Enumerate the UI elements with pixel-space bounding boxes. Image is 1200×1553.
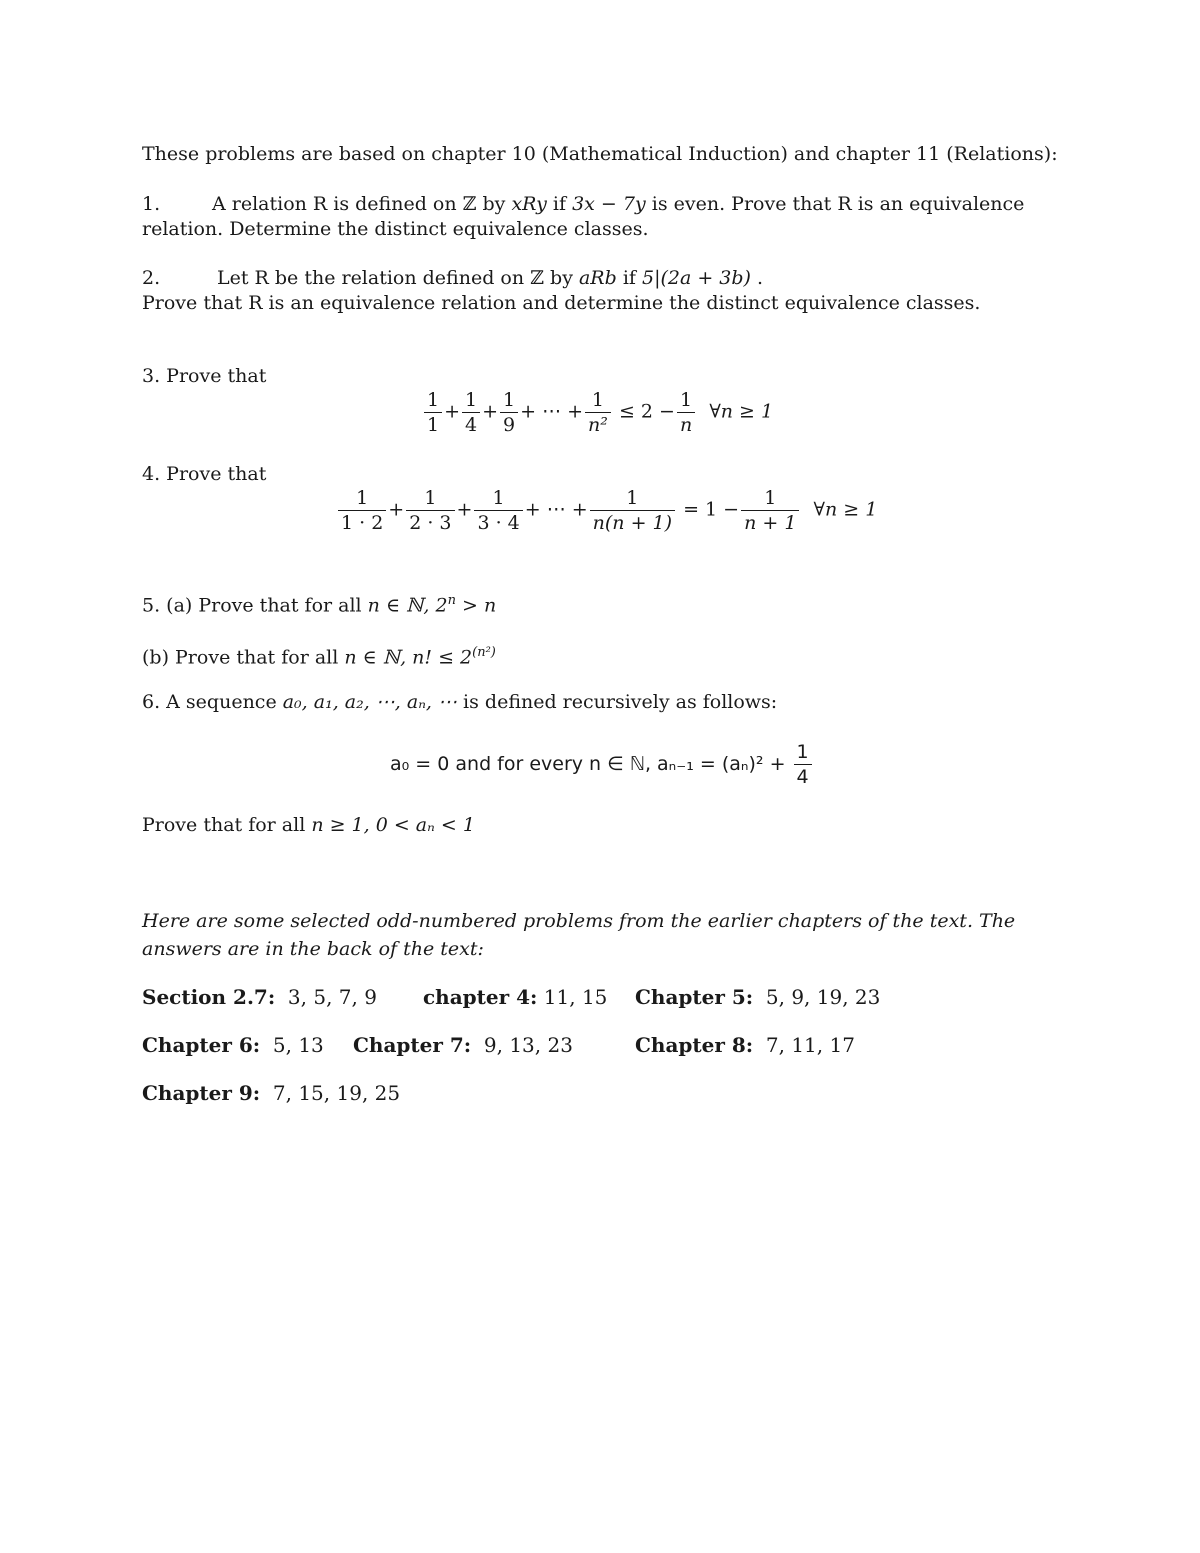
problem-5b-exponent: (n²) xyxy=(472,645,496,660)
problem-5b xyxy=(142,641,496,669)
numerator: 1 xyxy=(338,486,386,511)
problem-1-line-1 xyxy=(142,192,1024,216)
fraction xyxy=(462,388,480,437)
numerator: 1 xyxy=(585,388,611,413)
problem-1-number: 1. xyxy=(142,193,161,215)
fraction xyxy=(474,486,522,535)
problem-1-set-symbol: ℤ xyxy=(462,193,477,215)
section-title: Chapter 9: xyxy=(142,1081,261,1105)
problem-2-expression: 5|(2a + 3b) xyxy=(641,267,751,289)
fraction xyxy=(590,486,675,535)
section-values: 3, 5, 7, 9 xyxy=(287,985,377,1009)
section-entry xyxy=(142,985,377,1009)
fraction xyxy=(424,388,442,437)
fraction xyxy=(741,486,799,535)
problem-5b-math: n ∈ ℕ, n! ≤ 2 xyxy=(344,646,473,669)
numerator: 1 xyxy=(500,388,518,413)
recurrence: a₀ = 0 and for every n ∈ ℕ, aₙ₋₁ = (aₙ)² + xyxy=(390,753,786,775)
problem-5b-label: (b) Prove that for all xyxy=(142,646,345,669)
problem-6-equation xyxy=(390,740,814,789)
problem-1-expression: 3x − 7y xyxy=(572,193,646,215)
problem-6-prove-math: n ≥ 1, 0 < aₙ < 1 xyxy=(311,814,475,836)
section-values: 5, 13 xyxy=(272,1033,324,1057)
problem-2-set-symbol: ℤ xyxy=(530,267,544,289)
section-entry xyxy=(423,985,607,1009)
problem-1-text-c: if xyxy=(546,193,573,215)
numerator: 1 xyxy=(741,486,799,511)
section-title: Section 2.7: xyxy=(142,985,276,1009)
section-entry xyxy=(635,1033,855,1057)
problem-2-text-d: . xyxy=(750,267,764,289)
fraction xyxy=(585,388,611,437)
problem-5a-exponent: n xyxy=(447,593,456,608)
fraction xyxy=(406,486,454,535)
problem-5a-label: 5. (a) Prove that for all xyxy=(142,594,368,617)
problem-2-line-1 xyxy=(142,266,763,290)
denominator: n xyxy=(679,414,693,436)
problem-2-text-b: by xyxy=(544,267,579,289)
section-title: Chapter 5: xyxy=(635,985,754,1009)
numerator: 1 xyxy=(406,486,454,511)
relation-symbol: ≤ 2 − xyxy=(618,400,675,423)
denominator: n² xyxy=(588,414,608,436)
denominator: 4 xyxy=(465,414,478,436)
problem-4-equation: $\frac{1}{1 \cdot 2}$ + $\frac{1}{2 \cdot 3}$ + $\frac{1}{3 \cdot 4}$ + ⋯ + $\frac{1}{n(n + 1)}$ = 1 − $\frac{1}{n + 1}$ ∀n ≥ 1 xyxy=(336,486,877,535)
numerator: 1 xyxy=(424,388,442,413)
ellipsis-term: + ⋯ + xyxy=(524,498,588,521)
note-line-2: answers are in the back of the text: xyxy=(142,938,484,960)
section-title: chapter 4: xyxy=(423,985,538,1009)
denominator: 2 · 3 xyxy=(409,512,452,534)
denominator: n + 1 xyxy=(744,512,797,534)
section-values: 9, 13, 23 xyxy=(483,1033,573,1057)
section-values: 11, 15 xyxy=(543,985,608,1009)
problem-1-text-b: by xyxy=(476,193,512,215)
problem-6-label: 6. A sequence xyxy=(142,691,283,713)
problem-6-tail: is defined recursively as follows: xyxy=(457,691,778,713)
denominator: 9 xyxy=(503,414,516,436)
section-entry xyxy=(142,1081,400,1105)
problem-6-prove-label: Prove that for all xyxy=(142,814,312,836)
section-title: Chapter 7: xyxy=(353,1033,472,1057)
quantifier: ∀n ≥ 1 xyxy=(813,498,878,521)
problem-3-equation: $\frac{1}{1}$ + $\frac{1}{4}$ + $\frac{1}{9}$ + ⋯ + $\frac{1}{\text{n²}}$ ≤ 2 − $\frac{1}{n}$ ∀n ≥ 1 xyxy=(422,388,773,437)
problem-6-prove xyxy=(142,813,475,837)
problem-3-label: 3. Prove that xyxy=(142,365,267,387)
denominator: 1 · 2 xyxy=(341,512,384,534)
quantifier: ∀n ≥ 1 xyxy=(709,400,774,423)
problem-6-sequence: a₀, a₁, a₂, ⋯, aₙ, ⋯ xyxy=(282,691,457,713)
problem-5a xyxy=(142,589,496,617)
problem-5a-tail: > n xyxy=(455,594,497,617)
problem-2-text-a: Let R be the relation defined on xyxy=(217,267,531,289)
denominator: 4 xyxy=(796,766,809,788)
section-title: Chapter 8: xyxy=(635,1033,754,1057)
problem-6-line-1 xyxy=(142,690,777,714)
fraction xyxy=(338,486,386,535)
numerator: 1 xyxy=(590,486,675,511)
problem-2-text-c: if xyxy=(616,267,642,289)
problem-2-relation: aRb xyxy=(578,267,617,289)
numerator: 1 xyxy=(474,486,522,511)
denominator: 1 xyxy=(427,414,440,436)
section-entry xyxy=(353,1033,573,1057)
note-line-1: Here are some selected odd-numbered problems from the earlier chapters of the text. The xyxy=(142,910,1016,932)
section-title: Chapter 6: xyxy=(142,1033,261,1057)
section-entry xyxy=(635,985,880,1009)
section-values: 5, 9, 19, 23 xyxy=(765,985,881,1009)
problem-1-text-d: is even. Prove that R is an equivalence xyxy=(645,193,1025,215)
ellipsis-term: + ⋯ + xyxy=(520,400,584,423)
problem-1-text-a: A relation R is defined on xyxy=(212,193,463,215)
denominator: 3 · 4 xyxy=(477,512,520,534)
numerator: 1 xyxy=(677,388,695,413)
problem-5a-math: n ∈ ℕ, 2 xyxy=(367,594,448,617)
problem-4-label: 4. Prove that xyxy=(142,463,267,485)
section-values: 7, 11, 17 xyxy=(765,1033,855,1057)
relation-symbol: = 1 − xyxy=(683,498,740,521)
problem-1-relation: xRy xyxy=(511,193,547,215)
section-entry xyxy=(142,1033,324,1057)
problem-1-line-2: relation. Determine the distinct equivalence classes. xyxy=(142,218,649,240)
fraction xyxy=(677,388,695,437)
intro-text: These problems are based on chapter 10 (Mathematical Induction) and chapter 11 (Relations): xyxy=(142,143,1058,165)
numerator: 1 xyxy=(462,388,480,413)
fraction xyxy=(500,388,518,437)
numerator: 1 xyxy=(794,740,812,765)
problem-2-number: 2. xyxy=(142,267,161,289)
denominator: n(n + 1) xyxy=(592,512,673,534)
problem-2-line-2: Prove that R is an equivalence relation and determine the distinct equivalence classes. xyxy=(142,292,981,314)
section-values: 7, 15, 19, 25 xyxy=(272,1081,401,1105)
fraction xyxy=(794,740,812,789)
